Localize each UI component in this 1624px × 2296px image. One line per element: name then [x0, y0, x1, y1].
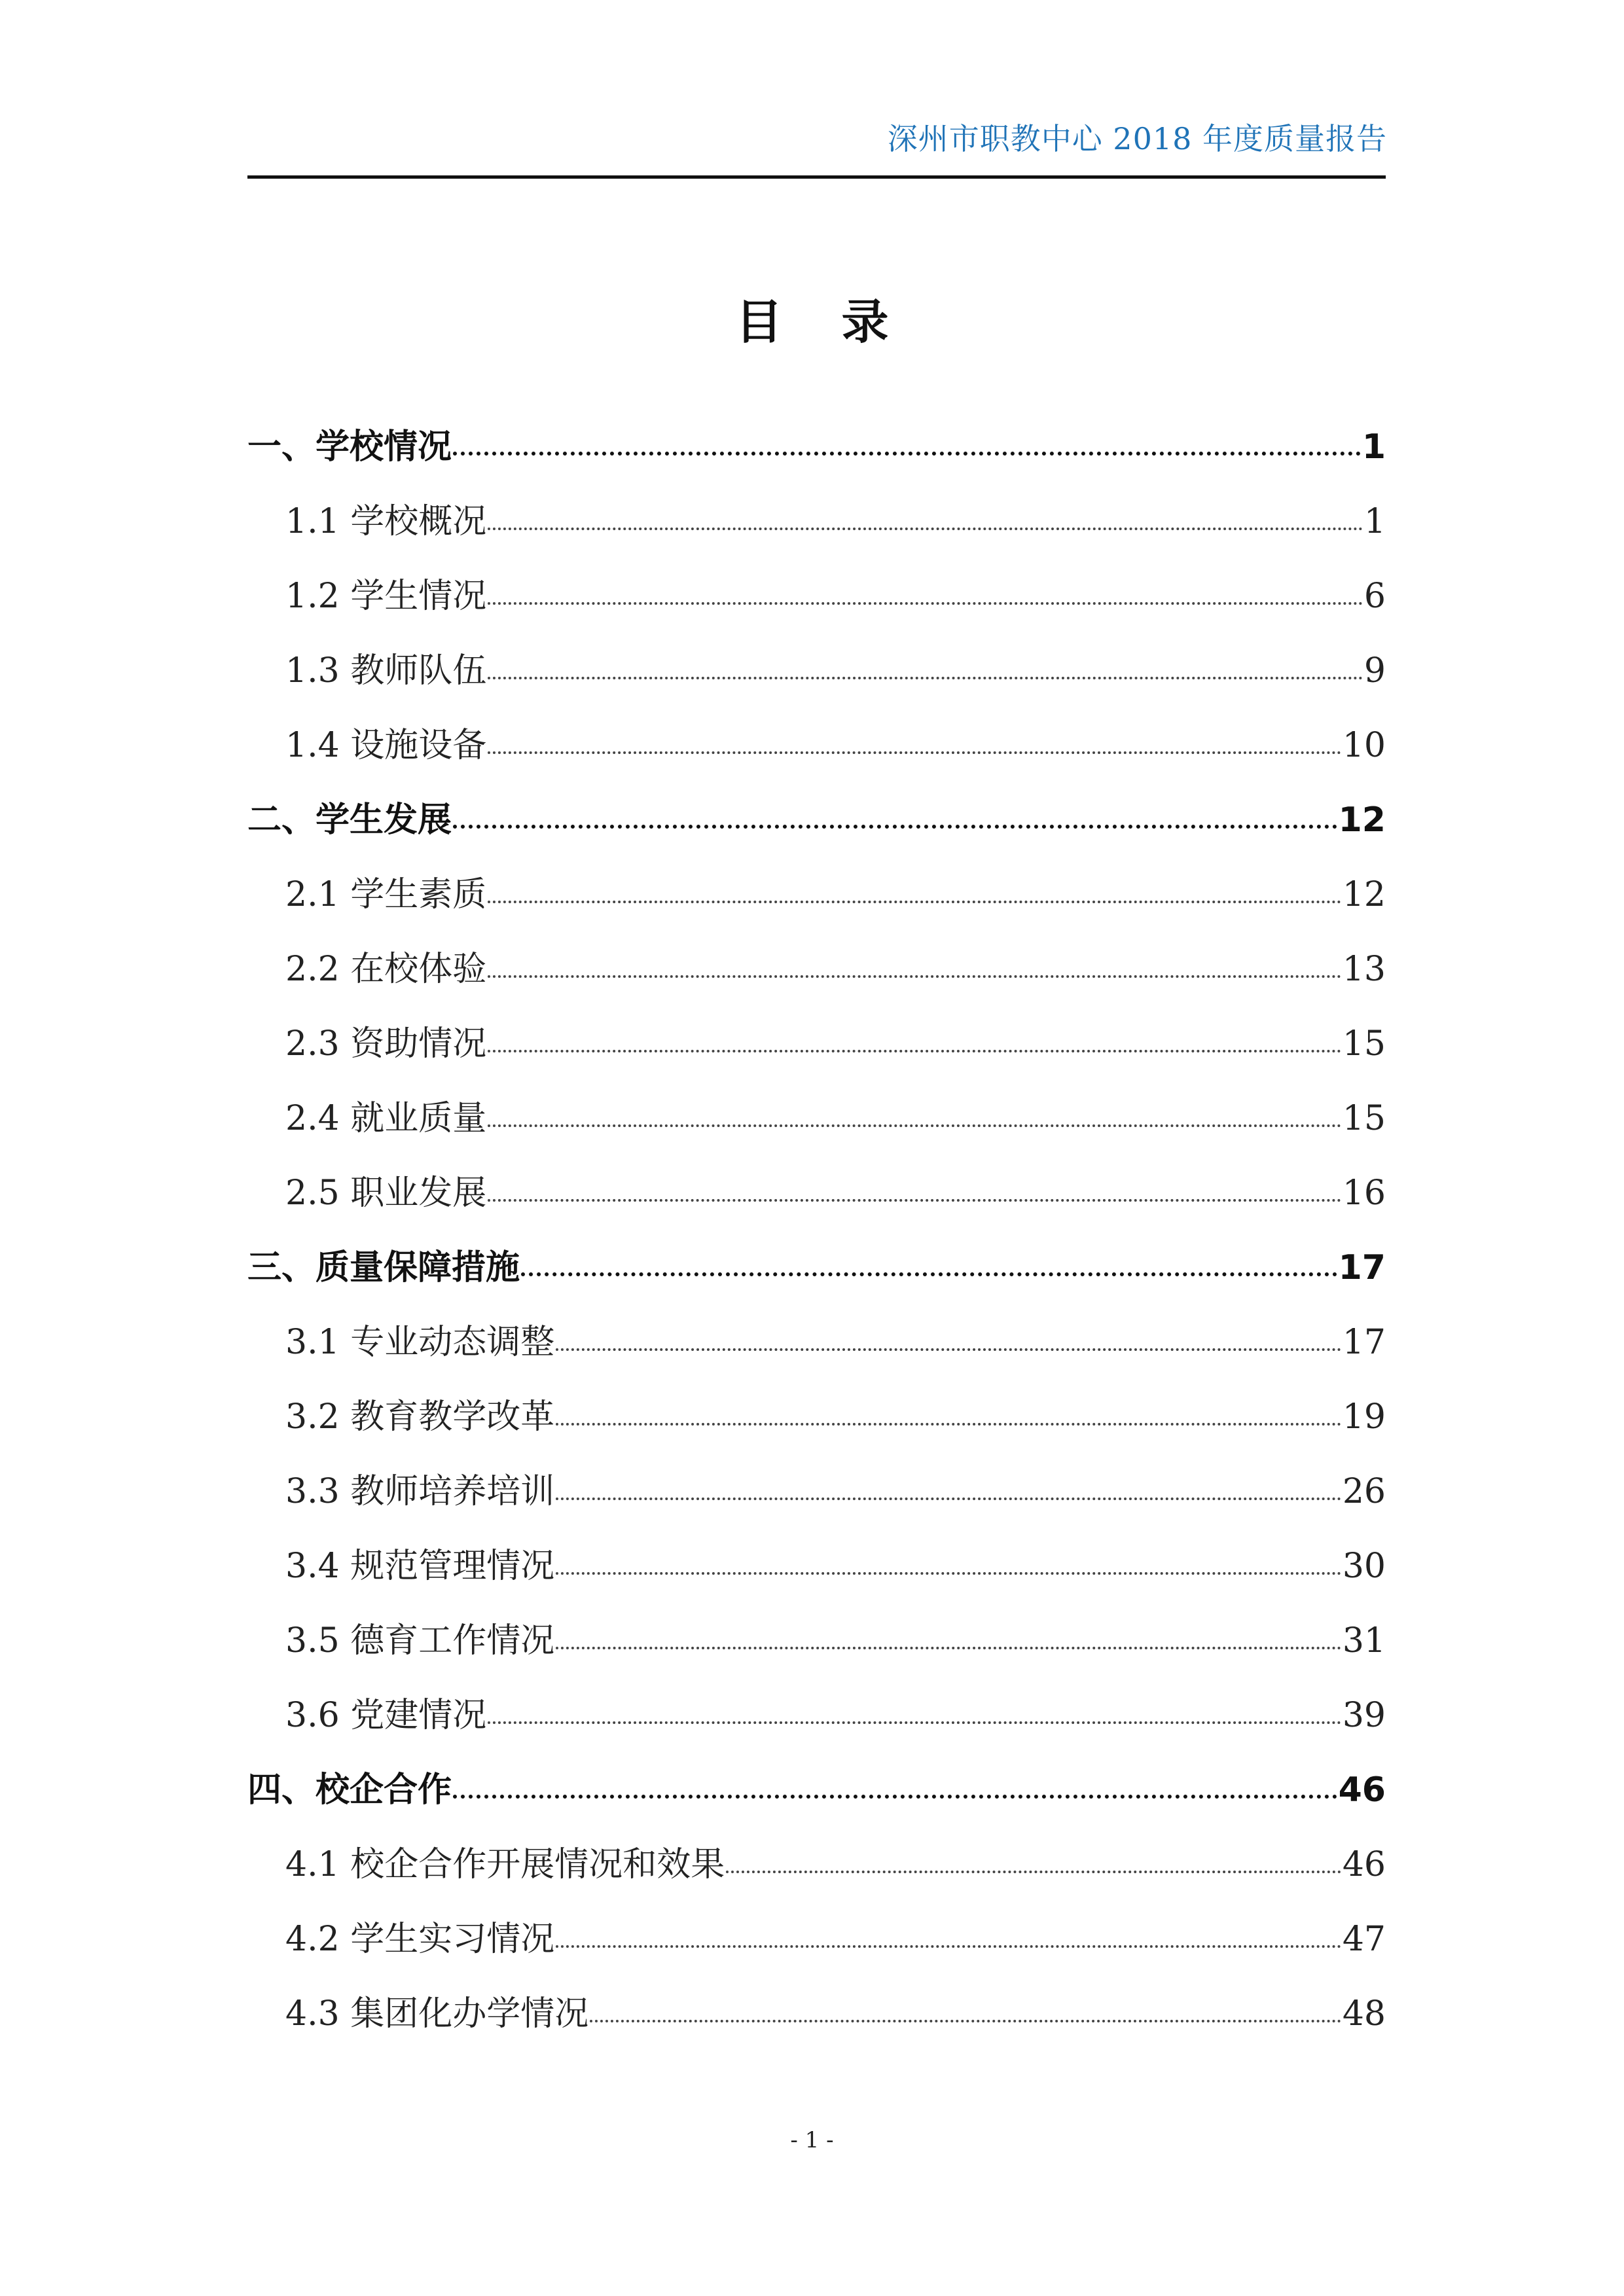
toc-entry-label: 一、学校情况: [247, 427, 452, 467]
toc-entry-page: 15: [1342, 1024, 1386, 1064]
toc-entry-label: 3.4 规范管理情况: [285, 1547, 555, 1586]
toc-entry-label: 3.1 专业动态调整: [285, 1323, 555, 1362]
toc-entry-section-3-4[interactable]: [247, 1529, 1386, 1604]
toc-entry-page: 48: [1342, 1994, 1386, 2034]
toc-leader-dots: [488, 1189, 1341, 1202]
toc-entry-page: 19: [1342, 1397, 1386, 1437]
toc-leader-dots: [556, 1636, 1341, 1649]
toc-entry-page: 1: [1362, 427, 1386, 467]
toc-entry-label: 2.1 学生素质: [285, 875, 487, 914]
toc-entry-section-4-2[interactable]: [247, 1902, 1386, 1977]
toc-entry-section-3-3[interactable]: [247, 1454, 1386, 1529]
toc-entry-section-2-2[interactable]: [247, 932, 1386, 1007]
toc-entry-page: 17: [1338, 1248, 1386, 1287]
toc-title: 目录: [735, 295, 948, 350]
toc-entry-page: 12: [1342, 875, 1386, 914]
page-number: - 1 -: [790, 2127, 834, 2153]
toc-leader-dots: [556, 1487, 1341, 1500]
toc-entry-label: 4.2 学生实习情况: [285, 1920, 555, 1959]
toc-entry-page: 39: [1342, 1696, 1386, 1735]
toc-entry-section-2-5[interactable]: [247, 1156, 1386, 1230]
toc-entry-label: 1.2 学生情况: [285, 577, 487, 616]
toc-entry-label: 4.3 集团化办学情况: [285, 1994, 589, 2034]
toc-entry-label: 四、校企合作: [247, 1770, 452, 1810]
toc-entry-label: 1.1 学校概况: [285, 502, 487, 541]
toc-leader-dots: [488, 1711, 1341, 1724]
toc-leader-dots: [556, 1562, 1341, 1575]
toc-leader-dots: [453, 441, 1361, 456]
toc-entry-page: 17: [1342, 1323, 1386, 1362]
toc-leader-dots: [453, 814, 1337, 829]
toc-entry-label: 3.2 教育教学改革: [285, 1397, 555, 1437]
toc-entry-page: 31: [1342, 1621, 1386, 1660]
toc-entry-page: 47: [1342, 1920, 1386, 1959]
toc-entry-chapter-4[interactable]: [247, 1753, 1386, 1827]
toc-entry-label: 3.6 党建情况: [285, 1696, 487, 1735]
toc-entry-section-4-1[interactable]: [247, 1827, 1386, 1902]
header-rule: [247, 175, 1386, 179]
toc-list: [247, 410, 1386, 2051]
toc-entry-label: 4.1 校企合作开展情况和效果: [285, 1845, 725, 1884]
toc-entry-label: 3.5 德育工作情况: [285, 1621, 555, 1660]
toc-entry-page: 13: [1342, 950, 1386, 989]
toc-entry-section-4-3[interactable]: [247, 1977, 1386, 2051]
toc-entry-chapter-2[interactable]: [247, 783, 1386, 857]
toc-leader-dots: [488, 666, 1363, 679]
toc-entry-page: 1: [1363, 502, 1386, 541]
toc-entry-section-3-2[interactable]: [247, 1380, 1386, 1454]
toc-entry-page: 9: [1363, 651, 1386, 691]
toc-entry-page: 30: [1342, 1547, 1386, 1586]
toc-entry-label: 2.4 就业质量: [285, 1099, 487, 1138]
toc-entry-chapter-3[interactable]: [247, 1230, 1386, 1305]
toc-entry-label: 2.2 在校体验: [285, 950, 487, 989]
toc-leader-dots: [488, 592, 1363, 605]
toc-entry-section-1-1[interactable]: [247, 484, 1386, 559]
toc-entry-section-3-5[interactable]: [247, 1604, 1386, 1678]
toc-leader-dots: [488, 890, 1341, 903]
toc-entry-page: 15: [1342, 1099, 1386, 1138]
toc-leader-dots: [556, 1412, 1341, 1426]
toc-leader-dots: [488, 1114, 1341, 1127]
toc-entry-section-2-4[interactable]: [247, 1081, 1386, 1156]
toc-leader-dots: [488, 965, 1341, 978]
toc-entry-page: 12: [1338, 800, 1386, 840]
toc-entry-section-1-2[interactable]: [247, 559, 1386, 634]
header-title: 深州市职教中心 2018 年度质量报告: [887, 121, 1387, 156]
toc-entry-label: 2.5 职业发展: [285, 1174, 487, 1213]
toc-entry-page: 10: [1342, 726, 1386, 765]
toc-entry-section-3-6[interactable]: [247, 1678, 1386, 1753]
toc-entry-section-1-3[interactable]: [247, 634, 1386, 708]
toc-entry-label: 三、质量保障措施: [247, 1248, 520, 1287]
toc-entry-page: 46: [1338, 1770, 1386, 1810]
toc-leader-dots: [521, 1262, 1337, 1276]
toc-leader-dots: [590, 2009, 1341, 2022]
toc-leader-dots: [488, 517, 1363, 530]
toc-leader-dots: [556, 1935, 1341, 1948]
toc-entry-label: 二、学生发展: [247, 800, 452, 840]
toc-entry-chapter-1[interactable]: [247, 410, 1386, 484]
toc-entry-section-1-4[interactable]: [247, 708, 1386, 783]
toc-leader-dots: [488, 741, 1341, 754]
toc-entry-section-2-3[interactable]: [247, 1007, 1386, 1081]
toc-leader-dots: [488, 1039, 1341, 1052]
toc-leader-dots: [726, 1860, 1341, 1873]
toc-entry-page: 16: [1342, 1174, 1386, 1213]
toc-entry-page: 6: [1363, 577, 1386, 616]
toc-entry-section-3-1[interactable]: [247, 1305, 1386, 1380]
toc-entry-page: 26: [1342, 1472, 1386, 1511]
toc-entry-label: 1.3 教师队伍: [285, 651, 487, 691]
toc-entry-label: 1.4 设施设备: [285, 726, 487, 765]
toc-entry-label: 3.3 教师培养培训: [285, 1472, 555, 1511]
toc-leader-dots: [453, 1784, 1337, 1799]
toc-entry-label: 2.3 资助情况: [285, 1024, 487, 1064]
toc-entry-page: 46: [1342, 1845, 1386, 1884]
toc-leader-dots: [556, 1338, 1341, 1351]
toc-entry-section-2-1[interactable]: [247, 857, 1386, 932]
